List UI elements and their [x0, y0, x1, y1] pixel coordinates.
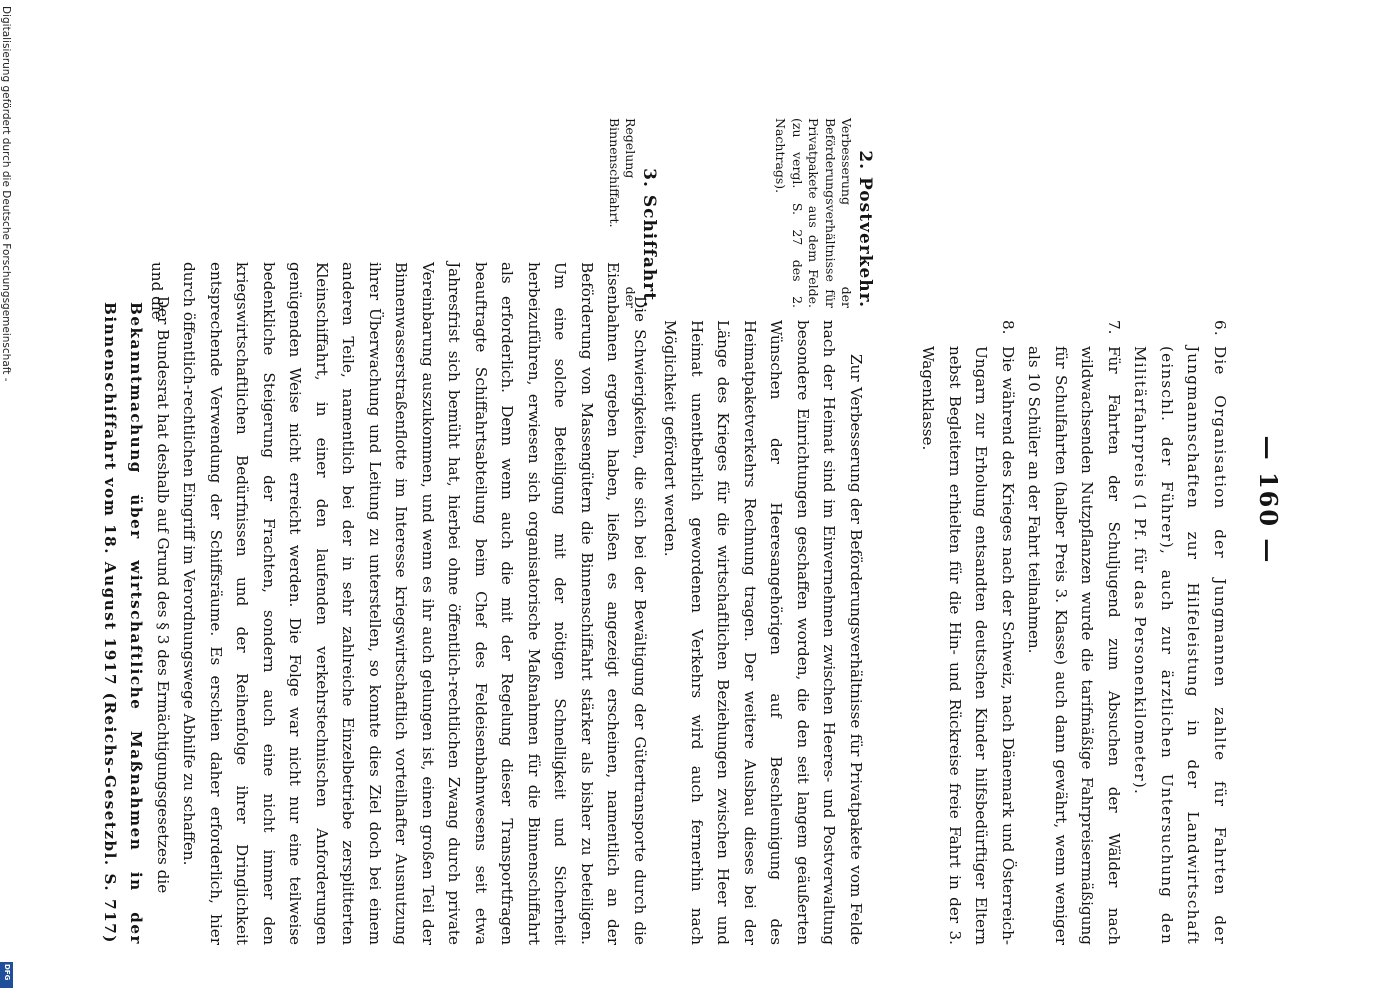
section-heading: 3. Schiffahrt.: [639, 168, 659, 308]
margin-note-postverkehr: [772, 118, 873, 308]
logo-text: DFG: [3, 964, 11, 981]
item-text: Die während des Krieges nach der Schweiz, nach Dänemark und Österreich-Ungarn zur Erholung entsandten deutschen Kinder hilfsbedürftiger Eltern nebst Begleitern erhielten für die Hin- und Rückreise freie Fahrt in der 3. Wagenklasse.: [919, 346, 1017, 945]
list-item: [1021, 320, 1127, 945]
digitization-credit: [0, 0, 14, 1000]
item-number: 6.: [1211, 320, 1229, 337]
paragraph-continuation: und die: [148, 262, 166, 320]
section-postverkehr: [657, 320, 869, 945]
item-text: Die Organisation der Jungmannen zahlte für Fahrten der Jungmannschaften zur Hilfeleistung in der Landwirtschaft (einschl. der Führer), auch zur ärztlichen Untersuchung den Militärfahrpreis (1 Pf. für das Personenkilometer).: [1131, 346, 1229, 945]
paragraph: Der Bundesrat hat deshalb auf Grund des § 3 des Ermächtigungsgesetzes die: [154, 296, 172, 894]
paragraph: Die Schwierigkeiten, die sich bei der Bewältigung der Gütertransporte durch die Eisenbahnen ergeben haben, ließen es angezeigt erscheinen, namentlich an der Beförderung von Massengütern die Binnenschiffahrt stärker als bisher zu beteiligen. Um eine solche Beteiligung mit der nötigen Schnelligkeit und Sicherheit herbeizuführen, erwiesen sich organisatorische Maßnahmen für die Binnenschiffahrt als erforderlich. Denn wenn auch die mit der Regelung dieser Transportfragen beauftragte Schiffahrtsabteilung beim Chef des Feldeisenbahnwesens seit etwa Jahresfrist sich bemüht hat, hierbei ohne öffentlich-rechtlichen Zwang durch private Vereinbarung auszukommen, und wenn es ihr auch gelungen ist, einen großen Teil der Binnenwasserstraßenflotte im Interesse kriegswirtschaftlich vorteilhafter Ausnutzung ihrer Überwachung und Leitung zu unterstellen, so konnte dies Ziel doch bei einem anderen Teile, namentlich bei der in sehr zahlreiche Einzelbetriebe zersplitterten Kleinschiffahrt, in einer den laufenden verkehrstechnischen Anforderungen genügenden Weise nicht erreicht werden. Die Folge war nicht nur eine teilweise bedenkliche Steigerung der Frachten, sondern auch eine nicht immer den kriegswirtschaftlichen Bedürfnissen und der Reihenfolge ihrer Dringlichkeit entsprechende Verwendung der Schiffsräume. Es erschien daher erforderlich, hier durch öffentlich-rechtlichen Eingriff im Verordnungswege Abhilfe zu schaffen.: [180, 262, 649, 945]
margin-note: Regelung der Binnenschiffahrt.: [607, 118, 639, 308]
numbered-list: [915, 320, 1233, 945]
decree-title: Bekanntmachung über wirtschaftliche Maßnahmen in der Binnenschiffahrt vom 18. August 1917 (Reichs-Gesetzbl. S. 717): [101, 302, 146, 945]
list-item: [915, 320, 1021, 945]
section-schiffahrt: [97, 262, 654, 945]
paragraph: Zur Verbesserung der Beförderungsverhältnisse für Privatpakete vom Felde nach der Heimat sind im Einvernehmen zwischen Heeres- und Postverwaltung besondere Einrichtungen geschaffen worden, die den seit langem geäußerten Wünschen der Heeresangehörigen auf Beschleunigung des Heimatpaketverkehrs Rechnung tragen. Der weitere Ausbau dieses bei der Länge des Krieges für die wirtschaftlichen Beziehungen zwischen Heer und Heimat unentbehrlich gewordenen Verkehrs wird auch fernerhin nach Möglichkeit gefördert werden.: [661, 320, 865, 945]
page-number: — 160 —: [1254, 435, 1283, 565]
dfg-logo: [0, 962, 13, 988]
item-text: Für Fahrten der Schuljugend zum Absuchen der Wälder nach wildwachsenden Nutzpflanzen wurde die tarifmäßige Fahrpreisermäßigung für Schulfahrten (halber Preis 3. Klasse) auch dann gewährt, wenn weniger als 10 Schüler an der Fahrt teilnahmen.: [1025, 346, 1123, 945]
margin-note: Verbesserung der Beförderungsverhältnisse für Privatpakete aus dem Felde. (zu vergl. S. 27 des 2. Nachtrags).: [773, 118, 855, 308]
list-item: [1127, 320, 1233, 945]
item-number: 8.: [999, 320, 1017, 335]
section-heading: 2. Postverkehr.: [855, 150, 875, 308]
credit-text: Digitalisierung gefördert durch die Deutsche Forschungsgemeinschaft -: [0, 6, 12, 382]
item-number: 7.: [1105, 320, 1123, 335]
